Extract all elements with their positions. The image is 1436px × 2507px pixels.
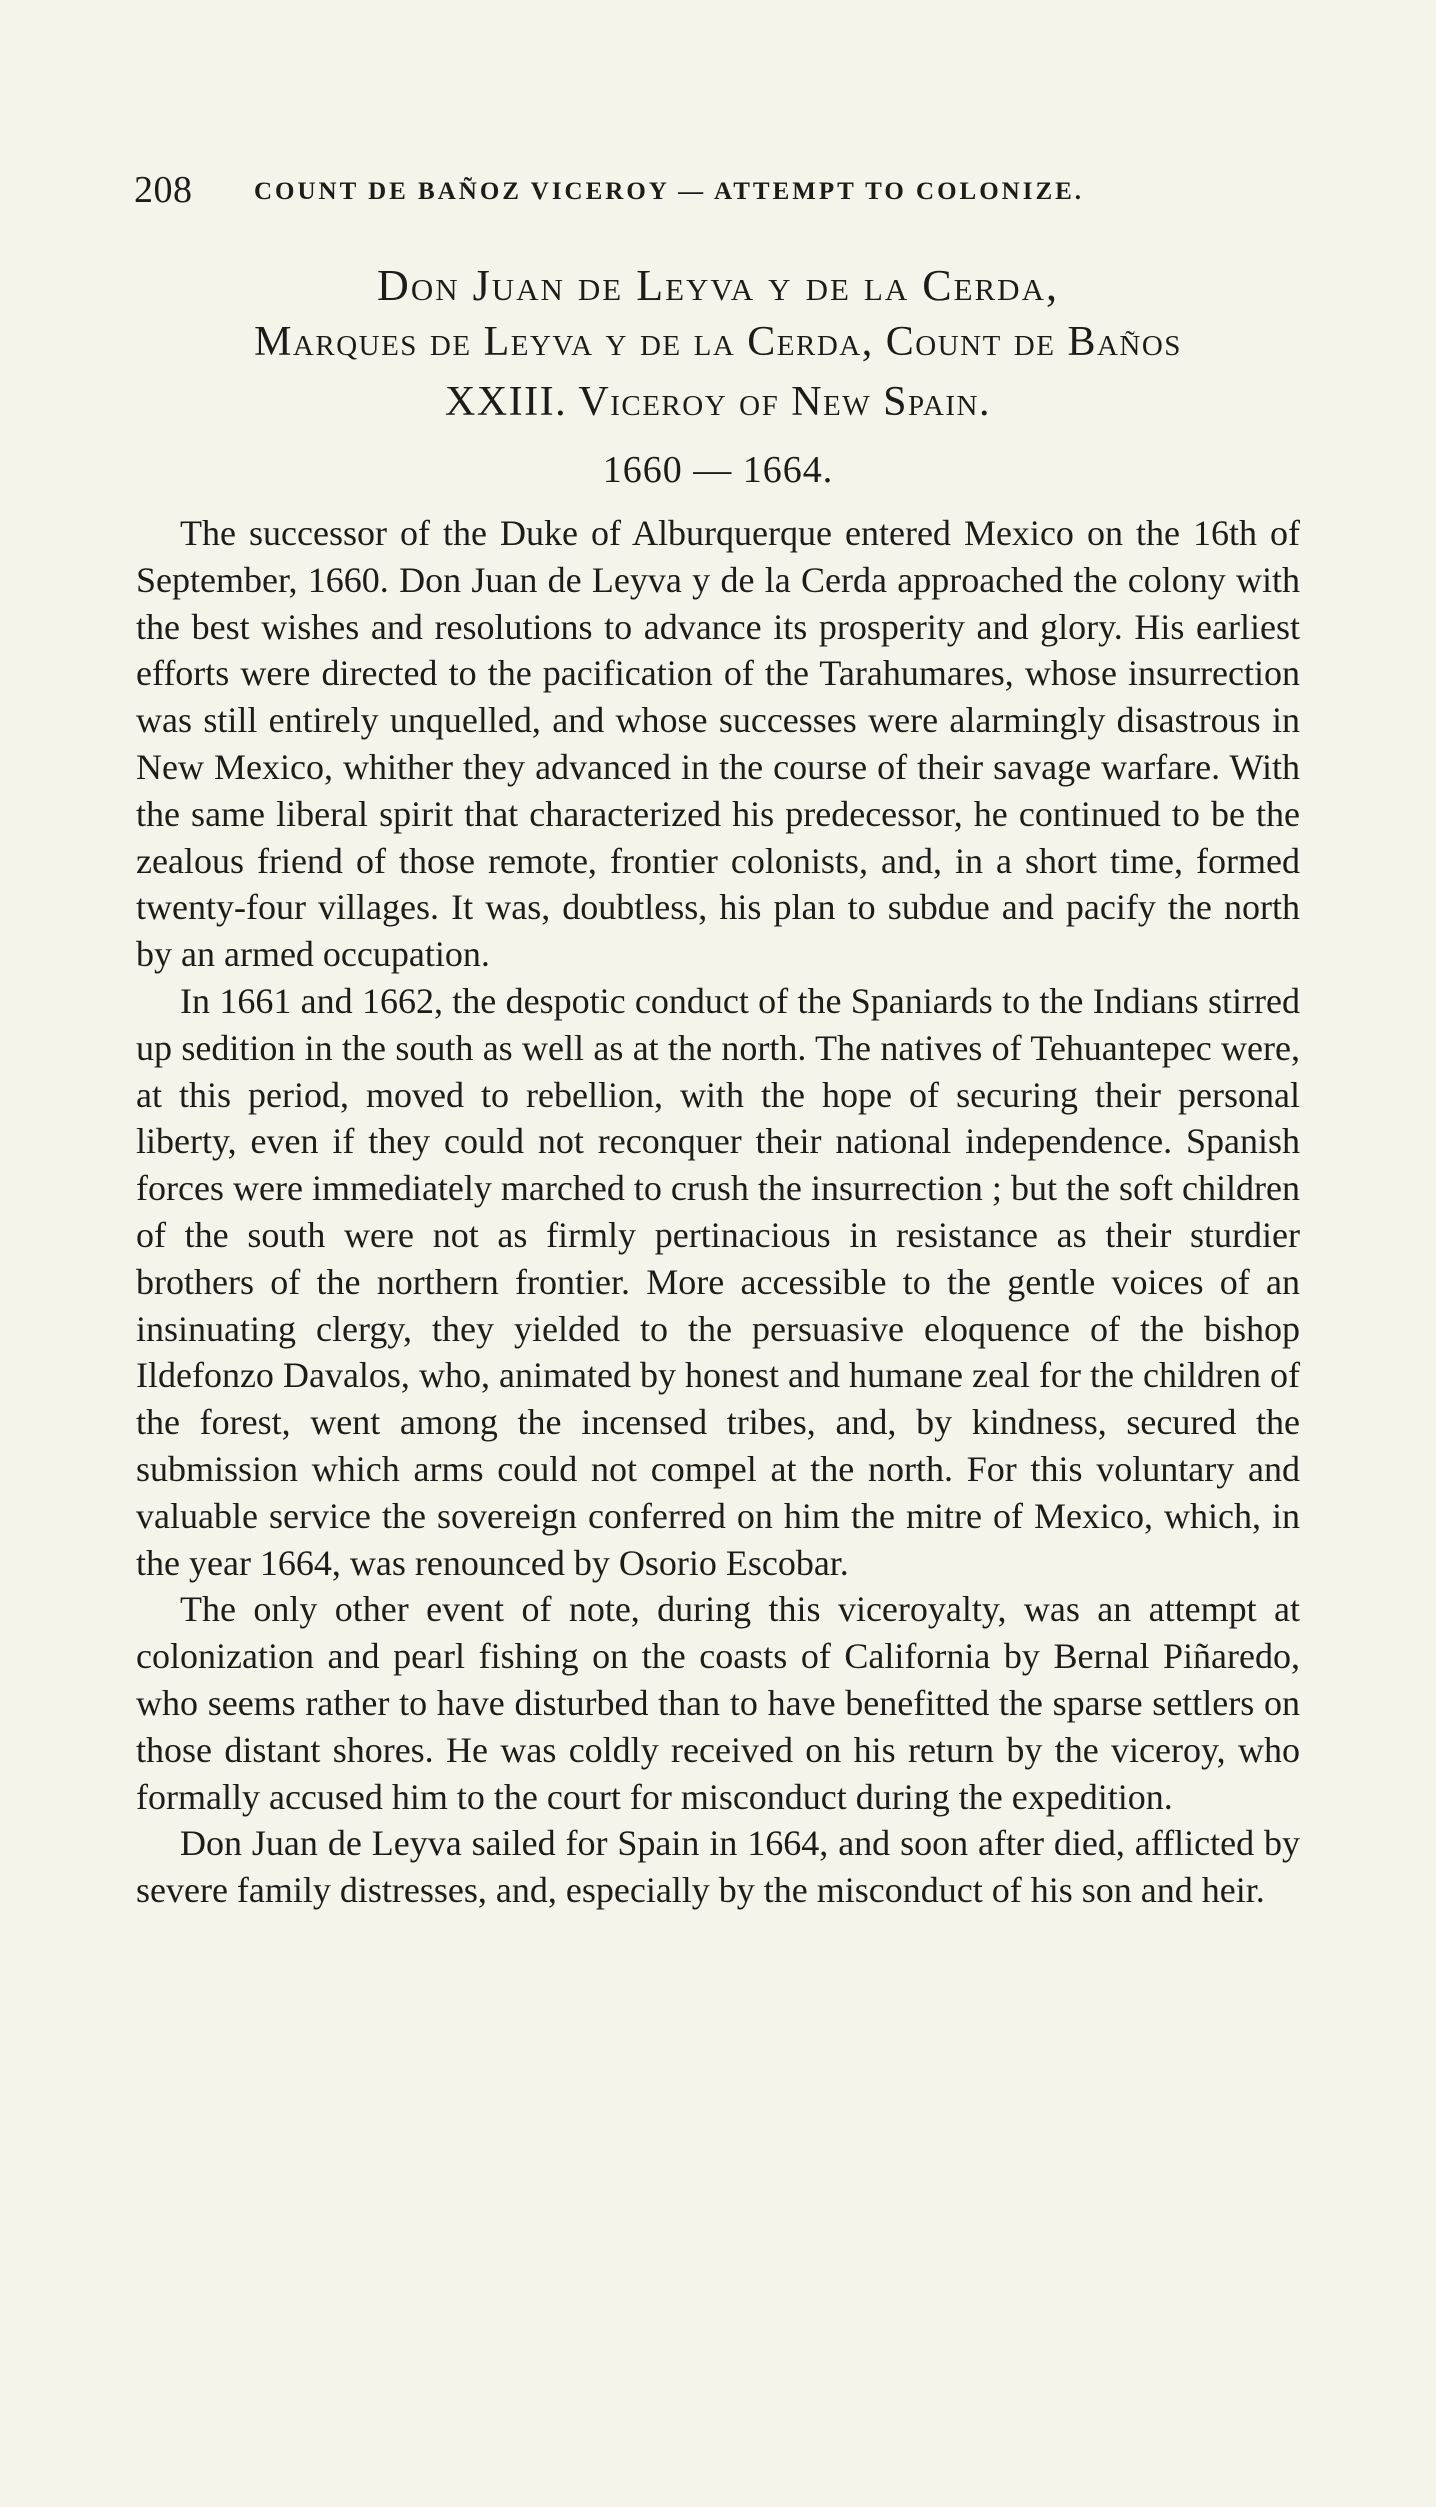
viceroy-titles-heading: Marques de Leyva y de la Cerda, Count de Baños [254, 319, 1182, 365]
page-number: 208 [134, 169, 193, 211]
running-title: COUNT DE BAÑOZ VICEROY — ATTEMPT TO COLONIZE. [254, 178, 1085, 205]
viceroy-name-heading: Don Juan de Leyva y de la Cerda, [377, 261, 1059, 310]
viceroy-number-heading: XXIII. Viceroy of New Spain. [445, 379, 991, 425]
paragraph-california: The only other event of note, during this viceroyalty, was an attempt at colonization and pearl fishing on the coasts of California by Bernal Piñaredo, who seems rather to have disturbed than to have benefitted the sparse settlers on those distant shores. He was coldly received on his return by the viceroy, who formally accused him to the court for misconduct during the expedition. [136, 1589, 1300, 1817]
paragraph-arrival: The successor of the Duke of Alburquerque entered Mexico on the 16th of September, 1660. Don Juan de Leyva y de la Cerda approached the colony with the best wishes and resolutions to advance its prosperity and glory. His earliest efforts were directed to the pacification of the Tarahumares, whose insurrection was still entirely unquelled, and whose successes were alarmingly disastrous in New Mexico, whither they advanced in the course of their savage warfare. With the same liberal spirit that characterized his predecessor, he continued to be the zealous friend of those remote, frontier colonists, and, in a short time, formed twenty-four villages. It was, doubtless, his plan to subdue and pacify the north by an armed occupation. [136, 513, 1300, 975]
paragraph-sedition: In 1661 and 1662, the despotic conduct of the Spaniards to the Indians stirred up sedition in the south as well as at the north. The natives of Tehuantepec were, at this period, moved to rebellion, with the hope of securing their personal liberty, even if they could not reconquer their national independence. Spanish forces were immediately marched to crush the insurrection ; but the soft children of the south were not as firmly pertinacious in resistance as their sturdier brothers of the northern frontier. More accessible to the gentle voices of an insinuating clergy, they yielded to the persuasive eloquence of the bishop Ildefonzo Davalos, who, animated by honest and humane zeal for the children of the forest, went among the incensed tribes, and, by kindness, secured the submission which arms could not compel at the north. For this voluntary and valuable service the sovereign conferred on him the mitre of Mexico, which, in the year 1664, was renounced by Osorio Escobar. [136, 980, 1300, 1583]
running-head [134, 168, 1334, 218]
tenure-years: 1660 — 1664. [602, 449, 834, 491]
body-text [136, 510, 1300, 1914]
paragraph-departure: Don Juan de Leyva sailed for Spain in 1664, and soon after died, afflicted by severe family distresses, and, especially by the misconduct of his son and heir. [136, 1823, 1300, 1911]
